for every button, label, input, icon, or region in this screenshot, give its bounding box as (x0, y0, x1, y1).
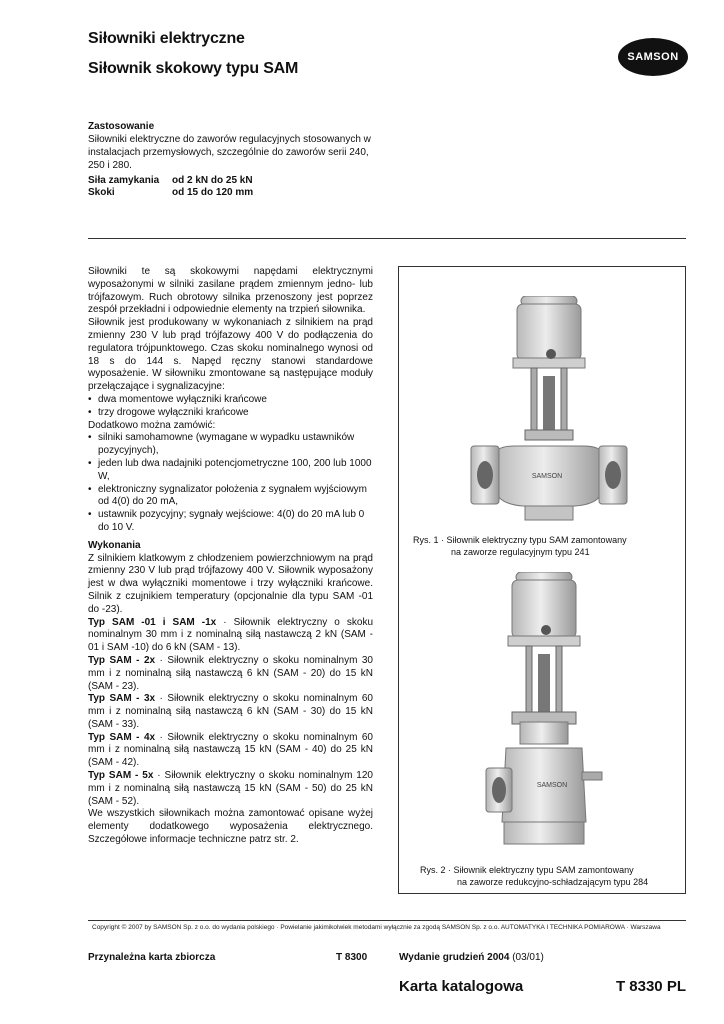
paragraph: Siłownik jest produkowany w wykonaniach z silnikiem na prąd zmienny 230 V lub prąd trójfazowy 400 V do podłączenia do regulatora trójpunktowego. Czas skoku nominalnego wynosi od 18 s do 144 s. Napęd ręczny stanowi standardowe wyposażenie. W siłowniku zmontowane są następujące moduły przełączające i sygnalizacyjne: (88, 317, 373, 393)
figure-1-caption-line1: Rys. 1 · Siłownik elektryczny typu SAM zamontowany (413, 535, 627, 545)
spec-list (88, 175, 388, 199)
list-item: • jeden lub dwa nadajniki potencjometryczne 100, 200 lub 1000 W, (88, 458, 373, 484)
paragraph: We wszystkich siłownikach można zamontować opisane wyżej elementy dodatkowego wyposażenia elektrycznego. Szczegółowe informacje techniczne patrz str. 2. (88, 808, 373, 846)
intro-section (88, 120, 388, 199)
page-title: Siłowniki elektryczne (88, 30, 245, 47)
paragraph: Dodatkowo można zamówić: (88, 419, 216, 431)
options-list (88, 432, 373, 534)
figure-1-caption-line2: na zaworze regulacyjnym typu 241 (451, 547, 590, 557)
intro-text: Siłowniki elektryczne do zaworów regulacyjnych stosowanych w instalacjach przemysłowych, szczególnie do zaworów serii 240, 250 i 280. (88, 134, 371, 171)
svg-text:SAMSON: SAMSON (536, 782, 568, 789)
valve-figure-1 (455, 296, 635, 526)
related-sheet-number: T 8300 (336, 952, 368, 963)
copyright-notice: Copyright © 2007 by SAMSON Sp. z o.o. do wydania polskiego · Powielanie jakimikolwiek metodami wyłącznie za zgodą SAMSON Sp. z o.o. AUTOMATYKA I TECHNIKA POMIAROWA · Warszawa (92, 924, 661, 931)
samson-logo: SAMSON (618, 38, 688, 76)
list-item: • ustawnik pozycyjny; sygnały wejściowe: 4(0) do 20 mA lub 0 do 10 V. (88, 509, 373, 535)
type-entry: Typ SAM - 5x · Siłownik elektryczny o skoku nominalnym 120 mm i z nominalną siłą nastawczą 15 kN (SAM - 50) do 25 kN (SAM - 52). (88, 770, 373, 807)
catalog-sheet-number: T 8330 PL (615, 978, 686, 995)
edition-label: Wydanie grudzień 2004 (399, 952, 510, 963)
related-sheet-label: Przynależna karta zbiorcza (88, 952, 216, 963)
list-item: • elektroniczny sygnalizator położenia z sygnałem wyjściowym od 4(0) do 20 mA, (88, 484, 373, 510)
subheading: Wykonania (88, 539, 141, 551)
footer-divider (88, 920, 686, 921)
type-entry: Typ SAM - 2x · Siłownik elektryczny o skoku nominalnym 30 mm i z nominalną siłą nastawczą 6 kN (SAM - 20) do 15 kN (SAM - 23). (88, 654, 373, 692)
page-subtitle: Siłownik skokowy typu SAM (88, 60, 299, 77)
section-divider (88, 238, 686, 239)
svg-text:SAMSON: SAMSON (531, 473, 563, 480)
spec-key: Siła zamykania (88, 175, 160, 186)
type-entry: Typ SAM - 4x · Siłownik elektryczny o skoku nominalnym 60 mm i z nominalną siłą nastawczą 15 kN (SAM - 40) do 25 kN (SAM - 42). (88, 731, 373, 769)
catalog-sheet-label: Karta katalogowa (399, 978, 524, 995)
spec-value: od 2 kN do 25 kN (172, 175, 253, 186)
paragraph: Siłowniki te są skokowymi napędami elektrycznymi wyposażonymi w silniki zasilane prądem zmiennym jedno- lub trójfazowym. Ruch obrotowy silnika przenoszony jest poprzez zespół przekładni i odpowiednie elementy na trzpień siłownika. (88, 266, 373, 316)
spec-key: Skoki (88, 187, 115, 198)
list-item: • trzy drogowe wyłączniki krańcowe (88, 407, 373, 420)
list-item: • silniki samohamowne (wymagane w wypadku ustawników pozycyjnych), (88, 432, 373, 458)
type-entry: Typ SAM -01 i SAM -1x · Siłownik elektryczny o skoku nominalnym 30 mm i z nominalną siłą nastawczą 2 kN (SAM - 01 i SAM -10) do 6 kN (SAM - 13). (88, 616, 373, 654)
body-text (88, 266, 373, 847)
type-entry: Typ SAM - 3x · Siłownik elektryczny o skoku nominalnym 60 mm i z nominalną siłą nastawczą 6 kN (SAM - 30) do 15 kN (SAM - 33). (88, 693, 373, 730)
intro-heading: Zastosowanie (88, 121, 155, 132)
valve-figure-2 (480, 572, 630, 852)
list-item: • dwa momentowe wyłączniki krańcowe (88, 394, 373, 407)
switch-list (88, 394, 373, 420)
edition-info (399, 952, 544, 963)
paragraph: Z silnikiem klatkowym z chłodzeniem powierzchniowym na prąd zmienny 230 V lub prąd trójfazowy 400 V. Siłownik wyposażony jest w dwa wyłączniki momentowe i trzy wyłączniki krańcowe. Silnik z czujnikiem temperatury (opcjonalnie dla typu SAM -01 do -23). (88, 552, 373, 615)
figure-2-caption-line2: na zaworze redukcyjno-schładzającym typu 284 (457, 877, 649, 887)
figure-2-caption-line1: Rys. 2 · Siłownik elektryczny typu SAM zamontowany (420, 865, 634, 875)
spec-value: od 15 do 120 mm (172, 187, 254, 198)
edition-code: (03/01) (512, 952, 544, 963)
